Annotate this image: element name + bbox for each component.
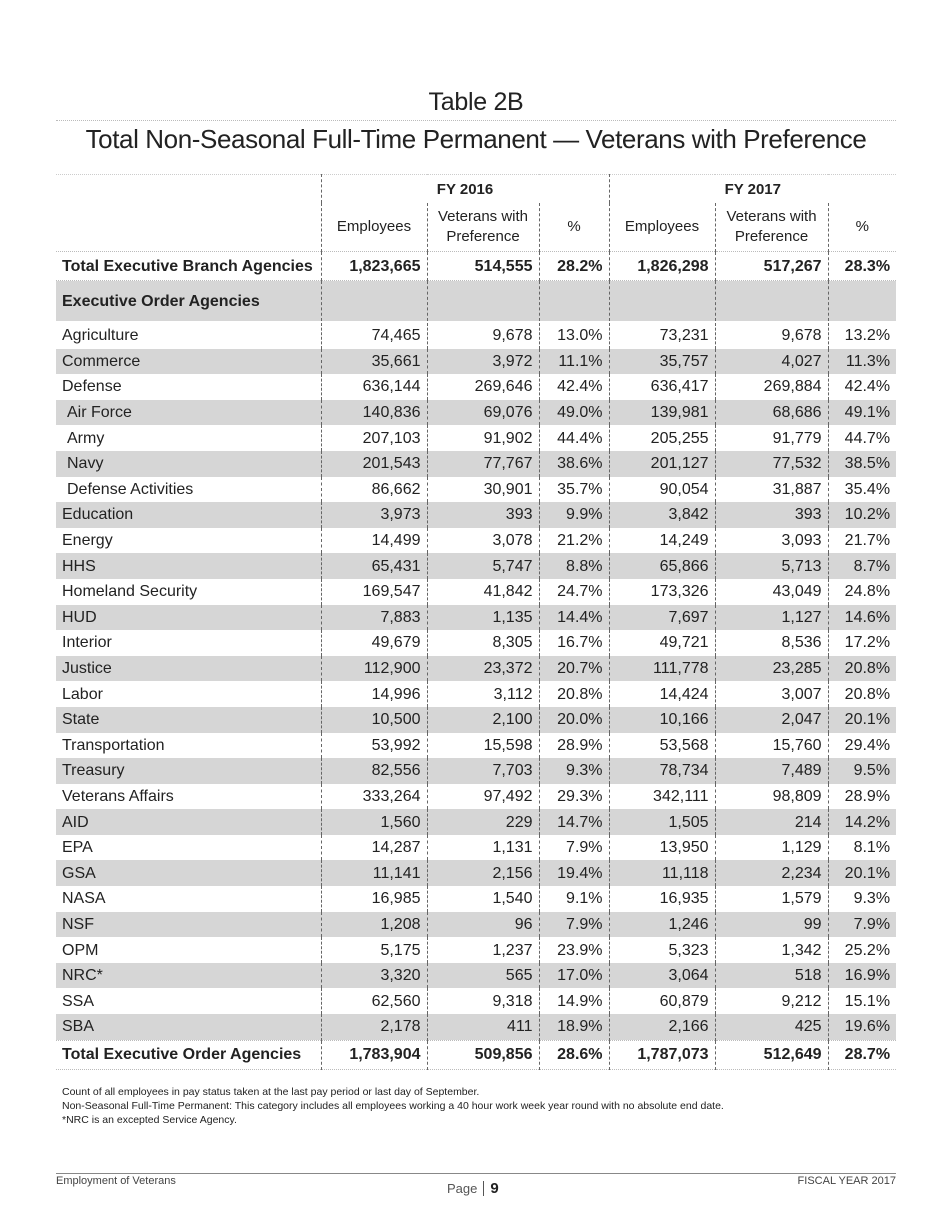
veterans-2017: 2,047 [715,707,828,733]
table-row [56,784,896,810]
employees-2016: 1,560 [321,809,427,835]
blank-header [56,175,321,204]
employees-2017: 1,787,073 [609,1040,715,1069]
table-row [56,733,896,759]
veterans-2017: 91,779 [715,425,828,451]
veterans-2016: 565 [427,963,539,989]
note-definition: Non-Seasonal Full-Time Permanent: This category includes all employees working a 40 hour work week year round with no absolute end date. [62,1100,724,1112]
pct-2017: 13.2% [828,323,896,349]
veterans-2017: 43,049 [715,579,828,605]
table-row [56,758,896,784]
employees-2017: 65,866 [609,553,715,579]
pct-2017: 14.2% [828,809,896,835]
pct-2017: 15.1% [828,988,896,1014]
veterans-table [56,174,896,1070]
pct-2017: 16.9% [828,963,896,989]
veterans-2017: 4,027 [715,349,828,375]
agency-name: Education [56,502,321,528]
employees-2017: 13,950 [609,835,715,861]
agency-name: HHS [56,553,321,579]
agency-name: AID [56,809,321,835]
veterans-2016: 2,156 [427,860,539,886]
veterans-2016: 1,135 [427,605,539,631]
pct-2016: 9.3% [539,758,609,784]
employees-header-2016: Employees [321,203,427,252]
pct-2017: 42.4% [828,374,896,400]
agency-name: Navy [56,451,321,477]
pct-2016: 17.0% [539,963,609,989]
pct-2016: 23.9% [539,937,609,963]
employees-2017: 1,246 [609,912,715,938]
employees-2016: 35,661 [321,349,427,375]
veterans-2016: 3,972 [427,349,539,375]
agency-name: Veterans Affairs [62,787,174,805]
veterans-2017: 5,713 [715,553,828,579]
blank-subheader [56,203,321,252]
pct-2016: 13.0% [539,323,609,349]
pct-2016: 16.7% [539,630,609,656]
agency-name: Treasury [56,758,321,784]
pct-header-2016: % [539,203,609,252]
employees-2017: 636,417 [609,374,715,400]
pct-2016: 8.8% [539,553,609,579]
table-row [56,937,896,963]
pct-2017: 17.2% [828,630,896,656]
veterans-2017: 512,649 [715,1040,828,1069]
employees-2017: 5,323 [609,937,715,963]
employees-2016: 2,178 [321,1014,427,1040]
table-row [56,707,896,733]
pct-2016: 28.2% [539,252,609,281]
veterans-2017: 77,532 [715,451,828,477]
column-header-row [56,203,896,252]
pct-2016: 28.6% [539,1040,609,1069]
veterans-2017: 214 [715,809,828,835]
footer-left: Employment of Veterans [56,1175,176,1187]
section-row [56,281,896,322]
veterans-2016: 8,305 [427,630,539,656]
veterans-2017: 1,129 [715,835,828,861]
agency-name: Commerce [56,349,321,375]
agency-name: EPA [62,839,93,857]
table-row [56,681,896,707]
agency-name: HUD [56,605,321,631]
veterans-2017: 2,234 [715,860,828,886]
veterans-2017: 8,536 [715,630,828,656]
agency-name: Defense [62,378,122,396]
agency-name: Army [67,429,105,447]
employees-2017: 173,326 [609,579,715,605]
agency-name: SSA [62,992,95,1010]
veterans-2016: 393 [427,502,539,528]
employees-2016: 1,208 [321,912,427,938]
pct-2017: 28.9% [828,784,896,810]
table-row [56,605,896,631]
pct-2017: 8.1% [828,835,896,861]
employees-2017: 111,778 [609,656,715,682]
veterans-2016: 41,842 [427,579,539,605]
veterans-2016: 1,131 [427,835,539,861]
veterans-2017: 31,887 [715,477,828,503]
employees-2016: 11,141 [321,860,427,886]
employees-2016: 65,431 [321,553,427,579]
pct-2016: 35.7% [539,477,609,503]
employees-2017: 11,118 [609,860,715,886]
pct-2016: 14.4% [539,605,609,631]
veterans-2016: 7,703 [427,758,539,784]
table-row [56,963,896,989]
page-number-block [447,1180,499,1197]
pct-2017: 49.1% [828,400,896,426]
table-row [56,374,896,400]
veterans-2017: 3,007 [715,681,828,707]
employees-2016: 7,883 [321,605,427,631]
veterans-2017: 99 [715,912,828,938]
veterans-2016: 411 [427,1014,539,1040]
table-row [56,630,896,656]
employees-2016: 49,679 [321,630,427,656]
row-name: Total Executive Branch Agencies [56,252,321,281]
employees-2016: 53,992 [321,733,427,759]
employees-2017: 14,249 [609,528,715,554]
employees-2017: 49,721 [609,630,715,656]
footnotes [62,1085,724,1127]
pct-2016: 9.9% [539,502,609,528]
veterans-2017: 1,579 [715,886,828,912]
employees-2016: 14,996 [321,681,427,707]
employees-2016: 10,500 [321,707,427,733]
table-row [56,579,896,605]
employees-2017: 16,935 [609,886,715,912]
employees-2017: 60,879 [609,988,715,1014]
veterans-2017: 1,342 [715,937,828,963]
table-row [56,860,896,886]
page-label: Page [447,1181,484,1196]
veterans-2017: 9,678 [715,323,828,349]
employees-2017: 53,568 [609,733,715,759]
pct-2017: 20.1% [828,860,896,886]
title-block [56,86,896,155]
employees-2017: 139,981 [609,400,715,426]
pct-2016: 42.4% [539,374,609,400]
veterans-2016: 69,076 [427,400,539,426]
pct-2017: 10.2% [828,502,896,528]
employees-2016: 86,662 [321,477,427,503]
employees-2017: 201,127 [609,451,715,477]
note-nrc: *NRC is an excepted Service Agency. [62,1114,237,1126]
table-row [56,528,896,554]
agency-name: Interior [62,634,112,652]
total-order-row [56,1040,896,1069]
pct-2017: 19.6% [828,1014,896,1040]
veterans-2016: 3,112 [427,681,539,707]
employees-2016: 14,287 [321,835,427,861]
pct-2016: 11.1% [539,349,609,375]
agency-name: Homeland Security [62,583,198,601]
pct-2017: 35.4% [828,477,896,503]
veterans-2016: 97,492 [427,784,539,810]
employees-2016: 1,823,665 [321,252,427,281]
employees-2017: 73,231 [609,323,715,349]
employees-2016: 201,543 [321,451,427,477]
veterans-2017: 517,267 [715,252,828,281]
employees-2016: 169,547 [321,579,427,605]
employees-2016: 333,264 [321,784,427,810]
pct-2016: 20.8% [539,681,609,707]
veterans-2017: 7,489 [715,758,828,784]
agency-name: NASA [62,890,106,908]
veterans-2016: 96 [427,912,539,938]
veterans-2016: 509,856 [427,1040,539,1069]
fy2017-header: FY 2017 [609,175,896,204]
pct-2016: 44.4% [539,425,609,451]
veterans-2016: 9,318 [427,988,539,1014]
veterans-2017: 68,686 [715,400,828,426]
table-title: Table 2B [56,86,896,121]
table-row [56,835,896,861]
pct-header-2017: % [828,203,896,252]
employees-2016: 82,556 [321,758,427,784]
table-row [56,323,896,349]
table-row [56,656,896,682]
pct-2016: 7.9% [539,835,609,861]
agency-name: SBA [56,1014,321,1040]
employees-2016: 62,560 [321,988,427,1014]
pct-2017: 8.7% [828,553,896,579]
employees-2016: 140,836 [321,400,427,426]
agency-name: Defense Activities [67,480,194,498]
veterans-2016: 514,555 [427,252,539,281]
employees-2016: 3,320 [321,963,427,989]
agency-name: GSA [56,860,321,886]
agency-name: Transportation [62,736,165,754]
employees-2017: 1,505 [609,809,715,835]
pct-2016: 19.4% [539,860,609,886]
veterans-2016: 9,678 [427,323,539,349]
veterans-2017: 23,285 [715,656,828,682]
agency-name: Air Force [56,400,321,426]
employees-2016: 16,985 [321,886,427,912]
pct-2017: 11.3% [828,349,896,375]
pct-2016: 38.6% [539,451,609,477]
employees-2017: 342,111 [609,784,715,810]
table-row [56,1014,896,1040]
veterans-2016: 91,902 [427,425,539,451]
employees-2017: 14,424 [609,681,715,707]
pct-2017: 24.8% [828,579,896,605]
agency-name: Agriculture [62,327,139,345]
agency-name: NRC* [56,963,321,989]
employees-2016: 207,103 [321,425,427,451]
pct-2016: 18.9% [539,1014,609,1040]
pct-2017: 38.5% [828,451,896,477]
employees-2017: 205,255 [609,425,715,451]
section-label: Executive Order Agencies [56,281,321,322]
employees-2016: 14,499 [321,528,427,554]
fiscal-year-header-row [56,175,896,204]
veterans-2017: 425 [715,1014,828,1040]
table-row [56,912,896,938]
veterans-2016: 5,747 [427,553,539,579]
veterans-2016: 1,237 [427,937,539,963]
veterans-2016: 30,901 [427,477,539,503]
note-count: Count of all employees in pay status taken at the last pay period or last day of September. [62,1086,480,1098]
veterans-header-2017: Veterans with Preference [715,203,828,252]
pct-2016: 29.3% [539,784,609,810]
employees-2017: 2,166 [609,1014,715,1040]
pct-2016: 9.1% [539,886,609,912]
table-row [56,809,896,835]
table-row [56,477,896,503]
veterans-2017: 518 [715,963,828,989]
veterans-2017: 1,127 [715,605,828,631]
table-row [56,988,896,1014]
pct-2017: 44.7% [828,425,896,451]
employees-2017: 3,842 [609,502,715,528]
pct-2017: 28.7% [828,1040,896,1069]
pct-2017: 7.9% [828,912,896,938]
table-row [56,451,896,477]
veterans-2017: 15,760 [715,733,828,759]
pct-2017: 28.3% [828,252,896,281]
pct-2017: 9.3% [828,886,896,912]
pct-2017: 14.6% [828,605,896,631]
veterans-2016: 1,540 [427,886,539,912]
footer-right: FISCAL YEAR 2017 [797,1175,896,1187]
employees-2016: 74,465 [321,323,427,349]
total-branch-row [56,252,896,281]
veterans-2017: 269,884 [715,374,828,400]
table-row [56,502,896,528]
employees-2016: 3,973 [321,502,427,528]
footer-rule [56,1173,896,1174]
pct-2016: 28.9% [539,733,609,759]
agency-name: State [56,707,321,733]
pct-2016: 20.0% [539,707,609,733]
pct-2017: 20.8% [828,681,896,707]
table-row [56,425,896,451]
veterans-2016: 23,372 [427,656,539,682]
table-row [56,553,896,579]
agency-name: Energy [62,532,113,550]
pct-2017: 25.2% [828,937,896,963]
veterans-2016: 229 [427,809,539,835]
pct-2016: 14.7% [539,809,609,835]
employees-2016: 112,900 [321,656,427,682]
employees-header-2017: Employees [609,203,715,252]
pct-2017: 20.1% [828,707,896,733]
table-row [56,886,896,912]
employees-2017: 7,697 [609,605,715,631]
agency-name: Justice [56,656,321,682]
agency-name: OPM [62,941,99,959]
veterans-2017: 9,212 [715,988,828,1014]
pct-2016: 7.9% [539,912,609,938]
veterans-2016: 77,767 [427,451,539,477]
table-subtitle: Total Non-Seasonal Full-Time Permanent — Veterans with Preference [85,124,867,154]
veterans-2017: 393 [715,502,828,528]
veterans-2016: 269,646 [427,374,539,400]
agency-name: NSF [56,912,321,938]
veterans-2016: 15,598 [427,733,539,759]
table-row [56,400,896,426]
agency-name: Labor [62,685,103,703]
employees-2017: 78,734 [609,758,715,784]
employees-2016: 5,175 [321,937,427,963]
employees-2017: 1,826,298 [609,252,715,281]
pct-2017: 21.7% [828,528,896,554]
fy2016-header: FY 2016 [321,175,609,204]
employees-2017: 3,064 [609,963,715,989]
pct-2016: 21.2% [539,528,609,554]
employees-2017: 10,166 [609,707,715,733]
pct-2016: 24.7% [539,579,609,605]
pct-2017: 20.8% [828,656,896,682]
pct-2016: 20.7% [539,656,609,682]
page-number: 9 [490,1180,499,1197]
pct-2016: 14.9% [539,988,609,1014]
veterans-2017: 3,093 [715,528,828,554]
pct-2016: 49.0% [539,400,609,426]
pct-2017: 9.5% [828,758,896,784]
veterans-2017: 98,809 [715,784,828,810]
veterans-header-2016: Veterans with Preference [427,203,539,252]
employees-2017: 90,054 [609,477,715,503]
pct-2017: 29.4% [828,733,896,759]
row-name: Total Executive Order Agencies [56,1040,321,1069]
employees-2016: 636,144 [321,374,427,400]
employees-2016: 1,783,904 [321,1040,427,1069]
veterans-2016: 3,078 [427,528,539,554]
veterans-2016: 2,100 [427,707,539,733]
employees-2017: 35,757 [609,349,715,375]
table-row [56,349,896,375]
